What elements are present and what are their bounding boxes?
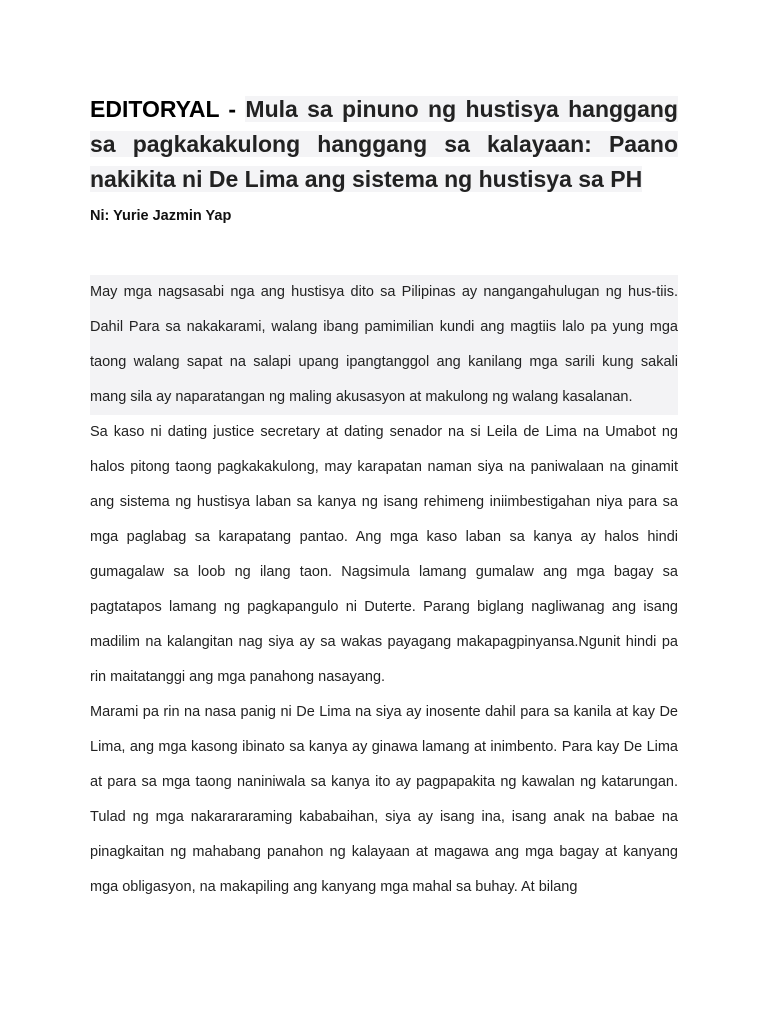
paragraph: Sa kaso ni dating justice secretary at dating senador na si Leila de Lima na Umabot ng halos pitong taong pagkakakulong, may karapatan naman siya na paniwalaan na ginamit ang sistema ng hustisya laban sa kanya ng isang rehimeng iniimbestigahan niya para sa mga paglabag sa karapatang pantao. Ang mga kaso laban sa kanya ay halos hindi gumagalaw sa loob ng ilang taon. Nagsimula lamang gumalaw ang mga bagay sa pagtatapos lamang ng pagkapangulo ni Duterte. Parang biglang nagliwanag ang isang madilim na kalangitan nag siya ay sa wakas payagang makapagpinyansa.Ngunit hindi pa rin maitatanggi ang mga panahong nasayang. bbox=[90, 424, 678, 685]
paragraph: Marami pa rin na nasa panig ni De Lima na siya ay inosente dahil para sa kanila at kay De Lima, ang mga kasong ibinato sa kanya ay ginawa lamang at inimbento. Para kay De Lima at para sa mga taong naniniwala sa kanya ito ay pagpapakita ng kawalan ng katarungan. Tulad ng mga nakarararaming kababaihan, siya ay isang ina, isang anak na babae na pinagkaitan ng mahabang panahon ng kalayaan at magawa ang mga bagay at kanyang mga obligasyon, na makapiling ang kanyang mga mahal sa buhay. At bilang bbox=[90, 704, 678, 895]
title-text: Mula sa pinuno ng hustisya hanggang sa pagkakakulong hanggang sa kalayaan: Paano nakikita ni De Lima ang sistema ng hustisya sa PH bbox=[90, 96, 678, 192]
article-title bbox=[90, 92, 678, 197]
title-tag: EDITORYAL - bbox=[90, 96, 246, 122]
article-body bbox=[90, 275, 678, 905]
byline: Ni: Yurie Jazmin Yap bbox=[90, 208, 232, 224]
document-page bbox=[90, 92, 678, 905]
paragraph: May mga nagsasabi nga ang hustisya dito sa Pilipinas ay nangangahulugan ng hus-tiis. Dahil Para sa nakakarami, walang ibang pamimilian kundi ang magtiis lalo pa yung mga taong walang sapat na salapi upang ipangtanggol ang kanilang mga sarili kung sakali mang sila ay naparatangan ng maling akusasyon at makulong ng walang kasalanan. bbox=[90, 275, 678, 415]
